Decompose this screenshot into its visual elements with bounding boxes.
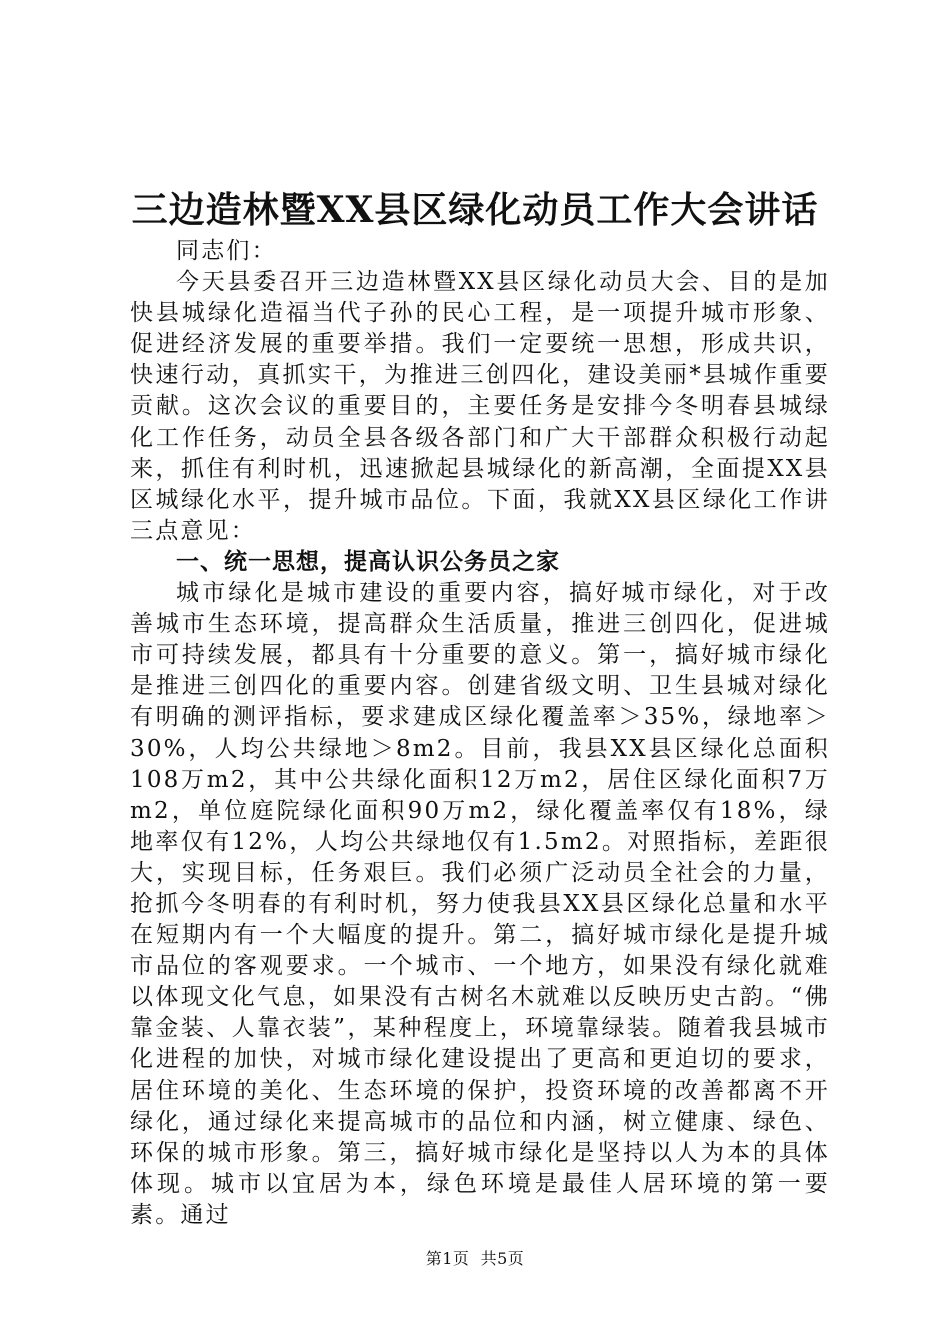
- page-footer: 第1页 共5页: [425, 1249, 525, 1268]
- document-title: 三边造林暨XX县区绿化动员工作大会讲话: [131, 189, 819, 231]
- salutation: 同志们：: [176, 238, 277, 264]
- section-heading: 一、统一思想，提高认识公务员之家: [176, 548, 560, 575]
- intro-paragraph: 今天县委召开三边造林暨XX县区绿化动员大会、目的是加快县城绿化造福当代子孙的民心工程，是一项提升城市形象、促进经济发展的重要举措。我们一定要统一思想，形成共识，快速行动，真抓实干，为推进三创四化，建设美丽*县城作重要贡献。这次会议的重要目的，主要任务是安排今冬明春县城绿化工作任务，动员全县各级各部门和广大干部群众积极行动起来，抓住有利时机，迅速掀起县城绿化的新高潮，全面提XX县区城绿化水平，提升城市品位。下面，我就XX县区绿化工作讲三点意见：: [130, 269, 830, 544]
- body-paragraph: 城市绿化是城市建设的重要内容，搞好城市绿化，对于改善城市生态环境，提高群众生活质量，推进三创四化，促进城市可持续发展，都具有十分重要的意义。第一，搞好城市绿化是推进三创四化的重要内容。创建省级文明、卫生县城对绿化有明确的测评指标，要求建成区绿化覆盖率＞35%，绿地率＞30%，人均公共绿地＞8m2。目前，我县XX县区绿化总面积108万m2，其中公共绿化面积12万m2，居住区绿化面积7万m2，单位庭院绿化面积90万m2，绿化覆盖率仅有18%，绿地率仅有12%，人均公共绿地仅有1.5m2。对照指标，差距很大，实现目标，任务艰巨。我们必须广泛动员全社会的力量，抢抓今冬明春的有利时机，努力使我县XX县区绿化总量和水平在短期内有一个大幅度的提升。第二，搞好城市绿化是提升城市品位的客观要求。一个城市、一个地方，如果没有绿化就难以体现文化气息，如果没有古树名木就难以反映历史古韵。“佛靠金装、人靠衣装”，某种程度上，环境靠绿装。随着我县城市化进程的加快，对城市绿化建设提出了更高和更迫切的要求，居住环境的美化、生态环境的保护，投资环境的改善都离不开绿化，通过绿化来提高城市的品位和内涵，树立健康、绿色、环保的城市形象。第三，搞好城市绿化是坚持以人为本的具体体现。城市以宜居为本，绿色环境是最佳人居环境的第一要素。通过: [130, 580, 830, 1228]
- document-body: [130, 236, 830, 1231]
